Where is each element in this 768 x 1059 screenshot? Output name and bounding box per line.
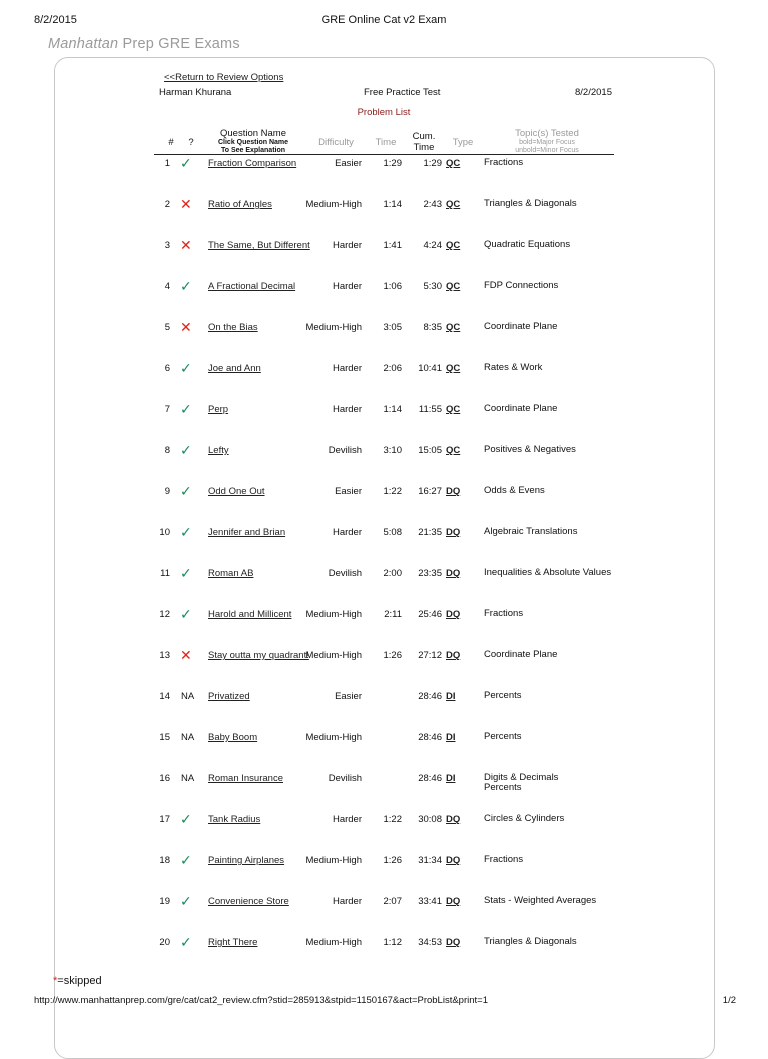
footnote-asterisk: * (53, 975, 58, 987)
correct-check-icon: ✓ (180, 893, 192, 909)
cumulative-time: 15:05 (418, 445, 442, 456)
table-row (0, 691, 768, 732)
header-topics-hint-1: bold=Major Focus (519, 139, 575, 146)
difficulty: Harder (332, 363, 362, 374)
topic-primary: Digits & Decimals (484, 772, 559, 783)
question-name-link[interactable]: Perp (208, 404, 229, 415)
question-number: 10 (159, 527, 170, 538)
question-number: 7 (164, 404, 170, 415)
table-row (0, 483, 768, 527)
incorrect-x-icon: ✕ (180, 647, 192, 663)
difficulty: Harder (332, 527, 362, 538)
question-name-link[interactable]: Harold and Millicent (208, 609, 292, 620)
topic-primary: Coordinate Plane (484, 321, 558, 332)
time: 1:14 (383, 404, 402, 415)
question-number: 13 (159, 650, 170, 661)
question-type-link[interactable]: DQ (446, 937, 461, 948)
topic-primary: Fractions (484, 854, 524, 865)
time: 2:06 (383, 363, 402, 374)
header-cum-label: Cum. (412, 131, 436, 142)
time: 1:12 (383, 937, 402, 948)
topic-primary: Algebraic Translations (484, 526, 578, 537)
question-number: 20 (159, 937, 170, 948)
correct-check-icon: ✓ (180, 483, 192, 499)
question-number: 2 (164, 199, 170, 210)
test-name: Free Practice Test (364, 87, 441, 98)
header-question-hint-2: To See Explanation (220, 147, 286, 154)
topic (484, 158, 624, 168)
difficulty: Medium-High (305, 937, 362, 948)
header-rule (154, 154, 614, 155)
question-type-link[interactable]: QC (446, 199, 461, 210)
question-number: 12 (159, 609, 170, 620)
correct-check-icon: ✓ (180, 524, 192, 540)
question-type-link[interactable]: QC (446, 445, 461, 456)
table-row (0, 893, 768, 937)
cumulative-time: 1:29 (423, 158, 442, 169)
cumulative-time: 2:43 (423, 199, 442, 210)
question-type-link[interactable]: QC (446, 281, 461, 292)
question-name-link[interactable]: Lefty (208, 445, 229, 456)
topic (484, 445, 624, 455)
header-topics-hint-2: unbold=Minor Focus (515, 147, 579, 154)
question-number: 5 (164, 322, 170, 333)
topic (484, 363, 624, 373)
topic-primary: Circles & Cylinders (484, 813, 565, 824)
difficulty: Medium-High (305, 650, 362, 661)
topic-primary: Stats - Weighted Averages (484, 895, 597, 906)
difficulty: Easier (335, 691, 362, 702)
question-type-link[interactable]: DQ (446, 896, 461, 907)
question-type-link[interactable]: DQ (446, 609, 461, 620)
topic-primary: Fractions (484, 608, 524, 619)
difficulty: Easier (335, 158, 362, 169)
footnote-text: =skipped (57, 975, 102, 987)
topic (484, 609, 624, 619)
header-topics (500, 128, 594, 155)
question-number: 16 (159, 773, 170, 784)
correct-check-icon: ✓ (180, 852, 192, 868)
table-row (0, 606, 768, 650)
return-to-review-link[interactable]: <<Return to Review Options (164, 72, 284, 83)
difficulty: Medium-High (305, 732, 362, 743)
topic (484, 568, 624, 578)
topic (484, 199, 624, 209)
question-type-link[interactable]: QC (446, 240, 461, 251)
brand-italic: Manhattan (48, 36, 119, 52)
question-name-link[interactable]: Roman Insurance (208, 773, 283, 784)
header-cum-time (408, 131, 440, 153)
topic-primary: Positives & Negatives (484, 444, 576, 455)
topic-primary: Coordinate Plane (484, 403, 558, 414)
header-topics-label: Topic(s) Tested (515, 128, 579, 139)
header-question-label: Question Name (219, 128, 286, 139)
topic-primary: Triangles & Diagonals (484, 198, 577, 209)
topic-primary: Percents (484, 731, 522, 742)
question-type-link[interactable]: DQ (446, 568, 461, 579)
topic (484, 486, 624, 496)
topic-primary: Rates & Work (484, 362, 543, 373)
topic-secondary: Percents (484, 782, 522, 793)
status-na: NA (181, 732, 195, 743)
cumulative-time: 25:46 (418, 609, 442, 620)
question-name-link[interactable]: Right There (208, 937, 258, 948)
time: 2:07 (383, 896, 402, 907)
table-row (0, 360, 768, 404)
cumulative-time: 16:27 (418, 486, 442, 497)
time: 1:22 (383, 486, 402, 497)
topic (484, 814, 624, 824)
question-name-link[interactable]: Convenience Store (208, 896, 289, 907)
topic-primary: Quadratic Equations (484, 239, 571, 250)
difficulty: Medium-High (305, 609, 362, 620)
table-row (0, 196, 768, 240)
difficulty: Medium-High (305, 199, 362, 210)
cumulative-time: 28:46 (418, 732, 442, 743)
difficulty: Devilish (328, 773, 362, 784)
question-type-link[interactable]: DQ (446, 486, 461, 497)
topic-primary: Inequalities & Absolute Values (484, 567, 612, 578)
table-row (0, 401, 768, 445)
question-number: 19 (159, 896, 170, 907)
header-question (208, 128, 298, 155)
time: 3:05 (383, 322, 402, 333)
question-name-link[interactable]: A Fractional Decimal (208, 281, 296, 292)
footnote (53, 975, 102, 987)
cumulative-time: 21:35 (418, 527, 442, 538)
time: 2:11 (384, 609, 402, 620)
table-row (0, 442, 768, 486)
question-name-link[interactable]: Jennifer and Brian (208, 527, 286, 538)
cumulative-time: 34:53 (418, 937, 442, 948)
time: 1:29 (383, 158, 402, 169)
section-title: Problem List (357, 107, 411, 118)
cumulative-time: 33:41 (418, 896, 442, 907)
time: 5:08 (383, 527, 402, 538)
topic (484, 650, 624, 660)
status-na: NA (181, 691, 195, 702)
question-name-link[interactable]: Odd One Out (208, 486, 265, 497)
difficulty: Medium-High (305, 322, 362, 333)
question-number: 1 (164, 158, 170, 169)
question-number: 4 (164, 281, 170, 292)
cumulative-time: 23:35 (418, 568, 442, 579)
topic (484, 937, 624, 947)
cumulative-time: 28:46 (418, 691, 442, 702)
print-date: 8/2/2015 (34, 14, 77, 26)
question-type-link[interactable]: QC (446, 363, 461, 374)
difficulty: Harder (332, 281, 362, 292)
table-row (0, 934, 768, 978)
question-number: 18 (159, 855, 170, 866)
table-row (0, 565, 768, 609)
brand-logo (48, 36, 240, 52)
cumulative-time: 27:12 (418, 650, 442, 661)
question-number: 14 (159, 691, 170, 702)
cumulative-time: 31:34 (418, 855, 442, 866)
cumulative-time: 8:35 (423, 322, 442, 333)
incorrect-x-icon: ✕ (180, 237, 192, 253)
question-type-link[interactable]: DI (446, 691, 456, 702)
topic-primary: FDP Connections (484, 280, 559, 291)
topic-primary: Triangles & Diagonals (484, 936, 577, 947)
header-difficulty: Difficulty (318, 137, 354, 148)
header-num: # (168, 137, 174, 148)
question-name-link[interactable]: Joe and Ann (208, 363, 261, 374)
table-row (0, 524, 768, 568)
correct-check-icon: ✓ (180, 442, 192, 458)
header-status: ? (188, 137, 194, 148)
difficulty: Medium-High (305, 855, 362, 866)
correct-check-icon: ✓ (180, 401, 192, 417)
difficulty: Easier (335, 486, 362, 497)
table-row (0, 811, 768, 855)
table-row (0, 732, 768, 773)
time: 1:26 (383, 650, 402, 661)
header-question-hint-1: Click Question Name (217, 139, 289, 146)
cumulative-time: 4:24 (423, 240, 442, 251)
topic (484, 281, 624, 291)
cumulative-time: 11:55 (418, 404, 442, 415)
cumulative-time: 5:30 (423, 281, 442, 292)
topic (484, 773, 624, 793)
print-url: http://www.manhattanprep.com/gre/cat/cat2_review.cfm?stid=285913&stpid=1150167&act=ProbList&print=1 (34, 995, 488, 1006)
incorrect-x-icon: ✕ (180, 196, 192, 212)
question-type-link[interactable]: QC (446, 322, 461, 333)
question-type-link[interactable]: DQ (446, 527, 461, 538)
question-number: 11 (160, 568, 170, 579)
question-number: 17 (159, 814, 170, 825)
status-na: NA (181, 773, 195, 784)
question-name-link[interactable]: Baby Boom (208, 732, 258, 743)
correct-check-icon: ✓ (180, 811, 192, 827)
difficulty: Devilish (328, 445, 362, 456)
topic (484, 691, 624, 701)
table-row (0, 237, 768, 281)
correct-check-icon: ✓ (180, 606, 192, 622)
correct-check-icon: ✓ (180, 565, 192, 581)
question-type-link[interactable]: DQ (446, 814, 461, 825)
topic (484, 732, 624, 742)
question-type-link[interactable]: DQ (446, 650, 461, 661)
student-name: Harman Khurana (159, 87, 232, 98)
time: 1:26 (383, 855, 402, 866)
incorrect-x-icon: ✕ (180, 319, 192, 335)
difficulty: Devilish (328, 568, 362, 579)
topic (484, 896, 624, 906)
correct-check-icon: ✓ (180, 278, 192, 294)
question-type-link[interactable]: DI (446, 732, 456, 743)
time: 1:06 (383, 281, 402, 292)
question-number: 9 (164, 486, 170, 497)
correct-check-icon: ✓ (180, 360, 192, 376)
difficulty: Harder (332, 814, 362, 825)
topic-primary: Fractions (484, 157, 524, 168)
table-row (0, 155, 768, 199)
topic (484, 404, 624, 414)
question-type-link[interactable]: QC (446, 158, 461, 169)
topic (484, 322, 624, 332)
correct-check-icon: ✓ (180, 934, 192, 950)
question-name-link[interactable]: On the Bias (208, 322, 258, 333)
question-type-link[interactable]: DI (446, 773, 456, 784)
cumulative-time: 30:08 (418, 814, 442, 825)
cumulative-time: 28:46 (418, 773, 442, 784)
table-row (0, 278, 768, 322)
question-number: 3 (164, 240, 170, 251)
header-type: Type (452, 137, 474, 148)
cumulative-time: 10:41 (418, 363, 442, 374)
question-name-link[interactable]: Painting Airplanes (208, 855, 285, 866)
topic (484, 240, 624, 250)
question-number: 8 (164, 445, 170, 456)
time: 1:41 (383, 240, 402, 251)
question-name-link[interactable]: Ratio of Angles (208, 199, 272, 210)
time: 2:00 (383, 568, 402, 579)
difficulty: Harder (332, 896, 362, 907)
brand-rest: Prep GRE Exams (118, 36, 240, 52)
topic (484, 855, 624, 865)
topic-primary: Odds & Evens (484, 485, 545, 496)
question-name-link[interactable]: Roman AB (208, 568, 254, 579)
table-row (0, 647, 768, 691)
page-number: 1/2 (722, 995, 736, 1006)
time: 1:14 (383, 199, 402, 210)
test-date: 8/2/2015 (575, 87, 612, 98)
question-name-link[interactable]: Tank Radius (208, 814, 261, 825)
question-type-link[interactable]: DQ (446, 855, 461, 866)
time: 1:22 (383, 814, 402, 825)
table-row (0, 319, 768, 363)
correct-check-icon: ✓ (180, 155, 192, 171)
question-name-link[interactable]: Fraction Comparison (208, 158, 297, 169)
difficulty: Harder (332, 404, 362, 415)
question-type-link[interactable]: QC (446, 404, 461, 415)
question-name-link[interactable]: Stay outta my quadrant! (208, 650, 309, 661)
print-title: GRE Online Cat v2 Exam (321, 14, 447, 26)
difficulty: Harder (332, 240, 362, 251)
question-number: 15 (159, 732, 170, 743)
table-row (0, 773, 768, 814)
topic (484, 527, 624, 537)
header-cum-label-2: Time (413, 142, 435, 153)
table-row (0, 852, 768, 896)
topic-primary: Percents (484, 690, 522, 701)
question-name-link[interactable]: The Same, But Different (208, 240, 310, 251)
time: 3:10 (383, 445, 402, 456)
question-number: 6 (164, 363, 170, 374)
topic-primary: Coordinate Plane (484, 649, 558, 660)
question-name-link[interactable]: Privatized (208, 691, 250, 702)
header-time: Time (375, 137, 397, 148)
